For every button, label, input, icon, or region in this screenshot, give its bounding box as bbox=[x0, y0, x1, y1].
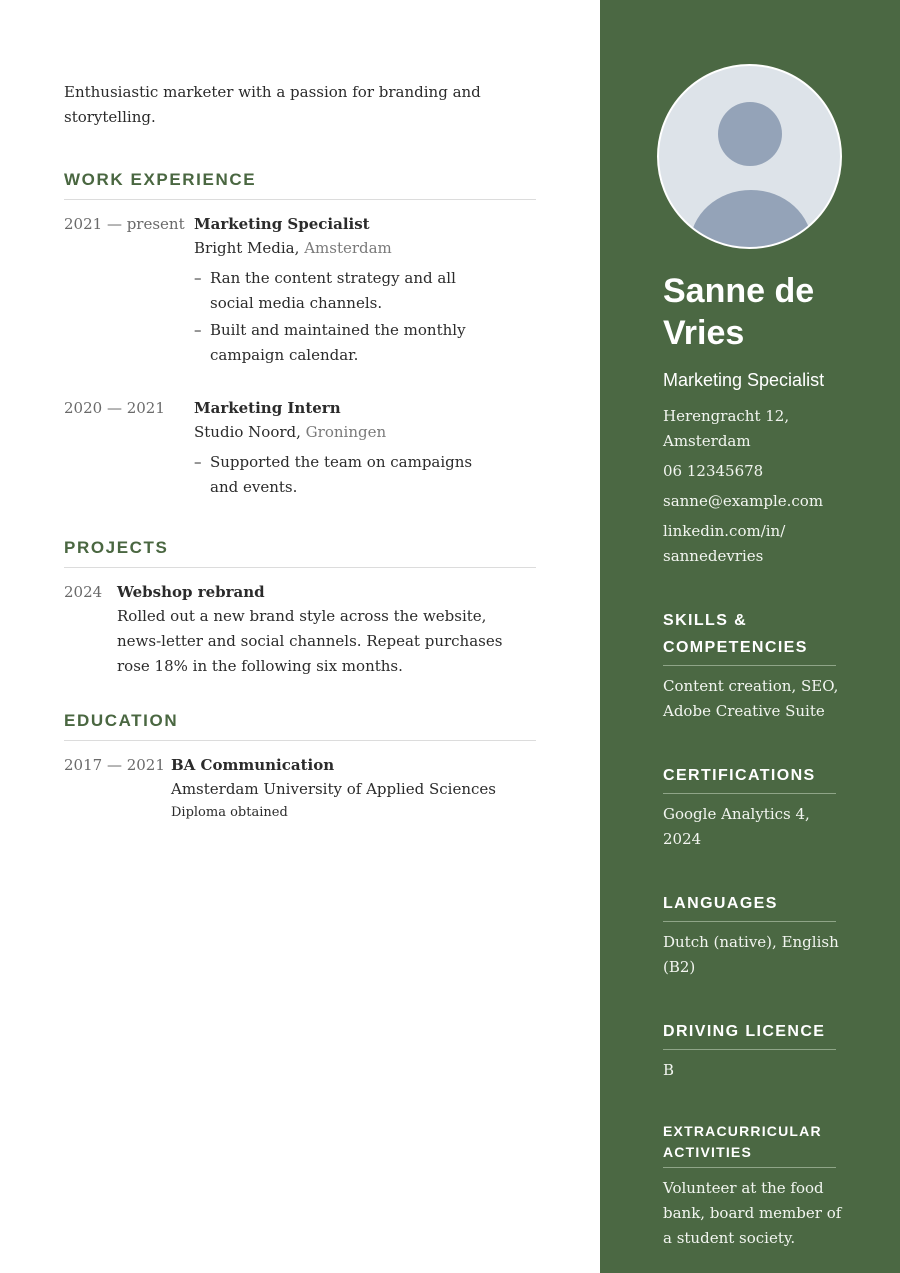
project-entry bbox=[64, 580, 536, 679]
job-company: Studio Noord bbox=[194, 423, 297, 441]
education-date: 2017 — 2021 bbox=[64, 756, 165, 774]
education-heading: EDUCATION bbox=[64, 711, 536, 741]
job-role: Marketing Specialist bbox=[194, 215, 370, 233]
education-degree: BA Communication bbox=[171, 756, 335, 774]
projects-section bbox=[64, 538, 536, 679]
education-section bbox=[64, 711, 536, 823]
certifications-heading: CERTIFICATIONS bbox=[663, 762, 836, 794]
extracurricular-section bbox=[663, 1121, 843, 1251]
sidebar-content bbox=[663, 270, 843, 1251]
work-experience-heading: WORK EXPERIENCE bbox=[64, 170, 536, 200]
job-company: Bright Media bbox=[194, 239, 295, 257]
person-job-title: Marketing Specialist bbox=[663, 370, 825, 390]
certifications-section bbox=[663, 762, 843, 852]
work-experience-section bbox=[64, 170, 536, 502]
job-bullets bbox=[194, 266, 536, 368]
work-date: 2020 — 2021 bbox=[64, 399, 165, 417]
projects-heading: PROJECTS bbox=[64, 538, 536, 568]
job-bullets bbox=[194, 450, 536, 500]
work-entry bbox=[64, 212, 536, 370]
profile-summary: Enthusiastic marketer with a passion for branding and storytelling. bbox=[64, 83, 481, 126]
languages-text: Dutch (native), English (B2) bbox=[663, 933, 839, 976]
driving-licence-heading: DRIVING LICENCE bbox=[663, 1018, 836, 1050]
job-bullet: – Ran the content strategy and all social media channels. bbox=[194, 266, 494, 316]
person-name: Sanne de Vries bbox=[663, 272, 815, 352]
avatar-placeholder-icon bbox=[657, 64, 842, 249]
job-city: Amsterdam bbox=[304, 239, 392, 257]
project-name: Webshop rebrand bbox=[117, 583, 265, 601]
languages-heading: LANGUAGES bbox=[663, 890, 836, 922]
extracurricular-text: Volunteer at the food bank, board member of a student society. bbox=[663, 1179, 842, 1247]
job-bullet: – Built and maintained the monthly campaign calendar. bbox=[194, 318, 494, 368]
job-company-line: Studio Noord, Groningen bbox=[194, 423, 387, 441]
driving-licence-section bbox=[663, 1018, 843, 1083]
education-entry bbox=[64, 753, 536, 823]
job-company-line: Bright Media, Amsterdam bbox=[194, 239, 392, 257]
extracurricular-heading: EXTRACURRICULAR ACTIVITIES bbox=[663, 1121, 836, 1168]
education-school: Amsterdam University of Applied Sciences bbox=[171, 780, 496, 798]
skills-section bbox=[663, 607, 843, 724]
contact-email: sanne@example.com bbox=[663, 492, 824, 510]
contact-phone: 06 12345678 bbox=[663, 462, 764, 480]
avatar-shoulders bbox=[690, 190, 812, 249]
job-role: Marketing Intern bbox=[194, 399, 341, 417]
education-note: Diploma obtained bbox=[171, 805, 288, 820]
project-date: 2024 bbox=[64, 583, 103, 601]
skills-heading: SKILLS & COMPETENCIES bbox=[663, 607, 836, 666]
project-description: Rolled out a new brand style across the website, news-letter and social channels. Repeat purchases rose 18% in the following six months. bbox=[117, 607, 503, 675]
work-entry bbox=[64, 396, 536, 502]
driving-licence-text: B bbox=[663, 1061, 675, 1079]
job-city: Groningen bbox=[305, 423, 387, 441]
skills-text: Content creation, SEO, Adobe Creative Suite bbox=[663, 677, 839, 720]
certifications-text: Google Analytics 4, 2024 bbox=[663, 805, 810, 848]
sidebar bbox=[600, 0, 900, 1273]
job-bullet: – Supported the team on campaigns and events. bbox=[194, 450, 494, 500]
contact-linkedin: linkedin.com/in/ sannedevries bbox=[663, 522, 786, 565]
avatar-head bbox=[718, 102, 782, 166]
main-column bbox=[64, 80, 536, 823]
work-date: 2021 — present bbox=[64, 215, 185, 233]
languages-section bbox=[663, 890, 843, 980]
contact-address: Herengracht 12, Amsterdam bbox=[663, 407, 790, 450]
